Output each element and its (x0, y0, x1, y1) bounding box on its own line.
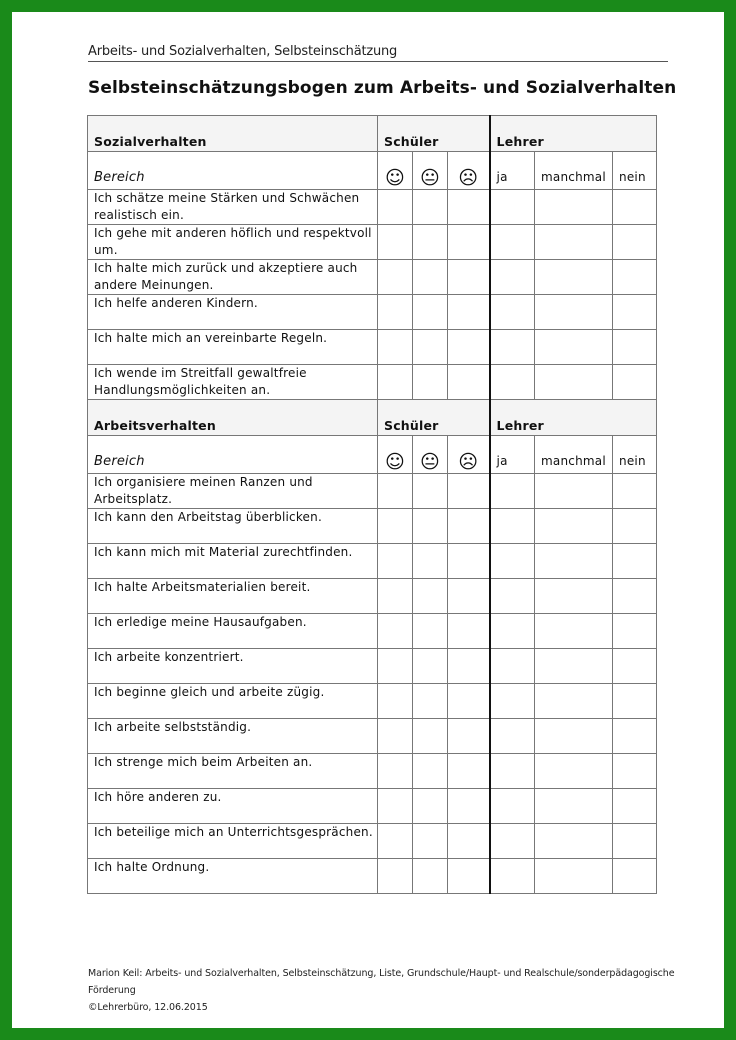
section-title: Sozialverhalten (88, 116, 378, 152)
statement-row (88, 190, 657, 225)
schueler-sad-cell[interactable] (448, 225, 490, 260)
schueler-happy-cell[interactable] (378, 260, 413, 295)
schueler-neutral-cell[interactable] (413, 295, 448, 330)
statement-text: Ich organisiere meinen Ranzen und Arbeitsplatz. (88, 474, 378, 509)
lehrer-manchmal-cell[interactable] (535, 789, 613, 824)
lehrer-ja-cell[interactable] (490, 260, 535, 295)
lehrer-nein-cell[interactable] (613, 789, 657, 824)
schueler-happy-cell[interactable] (378, 649, 413, 684)
lehrer-manchmal-cell[interactable] (535, 614, 613, 649)
schueler-neutral-cell[interactable] (413, 474, 448, 509)
bereich-label: Bereich (88, 436, 378, 474)
lehrer-nein-cell[interactable] (613, 260, 657, 295)
lehrer-header: Lehrer (490, 116, 657, 152)
schueler-neutral-cell[interactable] (413, 544, 448, 579)
assessment-table (87, 115, 657, 894)
statement-row (88, 789, 657, 824)
statement-text: Ich halte mich an vereinbarte Regeln. (88, 330, 378, 365)
lehrer-nein-cell[interactable] (613, 824, 657, 859)
nein-label: nein (613, 436, 657, 474)
statement-row (88, 859, 657, 894)
column-header-row (88, 436, 657, 474)
lehrer-manchmal-cell[interactable] (535, 824, 613, 859)
schueler-neutral-cell[interactable] (413, 614, 448, 649)
lehrer-manchmal-cell[interactable] (535, 190, 613, 225)
lehrer-manchmal-cell[interactable] (535, 719, 613, 754)
lehrer-ja-cell[interactable] (490, 719, 535, 754)
lehrer-manchmal-cell[interactable] (535, 509, 613, 544)
schueler-happy-cell[interactable] (378, 225, 413, 260)
schueler-header: Schüler (378, 116, 490, 152)
schueler-neutral-cell[interactable] (413, 365, 448, 400)
lehrer-ja-cell[interactable] (490, 190, 535, 225)
lehrer-manchmal-cell[interactable] (535, 544, 613, 579)
column-header-row (88, 152, 657, 190)
smiley-sad-icon: ☹ (458, 167, 479, 189)
smiley-sad-icon: ☹ (458, 451, 479, 473)
schueler-happy-cell[interactable] (378, 330, 413, 365)
statement-text: Ich wende im Streitfall gewaltfreie Handlungsmöglichkeiten an. (88, 365, 378, 400)
schueler-sad-cell[interactable] (448, 330, 490, 365)
lehrer-manchmal-cell[interactable] (535, 579, 613, 614)
lehrer-ja-cell[interactable] (490, 649, 535, 684)
lehrer-nein-cell[interactable] (613, 684, 657, 719)
statement-text: Ich halte Ordnung. (88, 859, 378, 894)
statement-text: Ich gehe mit anderen höflich und respektvoll um. (88, 225, 378, 260)
lehrer-ja-cell[interactable] (490, 509, 535, 544)
statement-row (88, 330, 657, 365)
lehrer-nein-cell[interactable] (613, 330, 657, 365)
statement-row (88, 824, 657, 859)
worksheet-page (12, 12, 724, 1028)
section-title: Arbeitsverhalten (88, 400, 378, 436)
lehrer-manchmal-cell[interactable] (535, 649, 613, 684)
schueler-neutral-cell[interactable] (413, 190, 448, 225)
lehrer-manchmal-cell[interactable] (535, 859, 613, 894)
statement-row (88, 295, 657, 330)
lehrer-nein-cell[interactable] (613, 614, 657, 649)
schueler-sad-cell[interactable] (448, 579, 490, 614)
lehrer-nein-cell[interactable] (613, 225, 657, 260)
statement-text: Ich arbeite konzentriert. (88, 649, 378, 684)
lehrer-manchmal-cell[interactable] (535, 225, 613, 260)
schueler-happy-cell[interactable] (378, 190, 413, 225)
schueler-sad-cell[interactable] (448, 295, 490, 330)
schueler-neutral-cell[interactable] (413, 330, 448, 365)
page-header: Arbeits- und Sozialverhalten, Selbsteinschätzung (88, 44, 668, 62)
statement-text: Ich kann mich mit Material zurechtfinden. (88, 544, 378, 579)
schueler-sad-cell[interactable] (448, 719, 490, 754)
schueler-happy-cell[interactable] (378, 754, 413, 789)
statement-text: Ich höre anderen zu. (88, 789, 378, 824)
lehrer-manchmal-cell[interactable] (535, 260, 613, 295)
ja-label: ja (490, 152, 535, 190)
lehrer-nein-cell[interactable] (613, 190, 657, 225)
schueler-happy-cell[interactable] (378, 614, 413, 649)
statement-text: Ich helfe anderen Kindern. (88, 295, 378, 330)
schueler-neutral-cell[interactable] (413, 754, 448, 789)
smiley-neutral-icon: 😐 (419, 451, 440, 473)
schueler-sad-cell[interactable] (448, 509, 490, 544)
lehrer-ja-cell[interactable] (490, 614, 535, 649)
schueler-neutral-cell[interactable] (413, 719, 448, 754)
statement-row (88, 365, 657, 400)
schueler-neutral-cell[interactable] (413, 789, 448, 824)
lehrer-ja-cell[interactable] (490, 365, 535, 400)
statement-row (88, 509, 657, 544)
lehrer-nein-cell[interactable] (613, 509, 657, 544)
schueler-happy-cell[interactable] (378, 544, 413, 579)
schueler-happy-cell[interactable] (378, 719, 413, 754)
statement-row (88, 719, 657, 754)
footer-copyright: ©Lehrerbüro, 12.06.2015 (88, 1002, 208, 1013)
schueler-sad-cell[interactable] (448, 684, 490, 719)
schueler-happy-cell[interactable] (378, 859, 413, 894)
lehrer-manchmal-cell[interactable] (535, 474, 613, 509)
statement-row (88, 614, 657, 649)
schueler-sad-cell[interactable] (448, 649, 490, 684)
manchmal-label: manchmal (535, 152, 613, 190)
lehrer-manchmal-cell[interactable] (535, 330, 613, 365)
lehrer-manchmal-cell[interactable] (535, 295, 613, 330)
schueler-neutral-cell[interactable] (413, 824, 448, 859)
smiley-happy-icon: ☺ (384, 451, 405, 473)
section-header-row (88, 400, 657, 436)
schueler-sad-cell[interactable] (448, 614, 490, 649)
lehrer-manchmal-cell[interactable] (535, 754, 613, 789)
lehrer-nein-cell[interactable] (613, 474, 657, 509)
lehrer-ja-cell[interactable] (490, 789, 535, 824)
statement-text: Ich erledige meine Hausaufgaben. (88, 614, 378, 649)
statement-row (88, 649, 657, 684)
schueler-neutral-cell[interactable] (413, 579, 448, 614)
schueler-sad-cell[interactable] (448, 859, 490, 894)
statement-row (88, 579, 657, 614)
schueler-sad-cell[interactable] (448, 190, 490, 225)
schueler-neutral-cell[interactable] (413, 509, 448, 544)
schueler-happy-cell[interactable] (378, 295, 413, 330)
lehrer-nein-cell[interactable] (613, 365, 657, 400)
manchmal-label: manchmal (535, 436, 613, 474)
lehrer-nein-cell[interactable] (613, 295, 657, 330)
lehrer-header: Lehrer (490, 400, 657, 436)
statement-text: Ich strenge mich beim Arbeiten an. (88, 754, 378, 789)
footer-source-cont: Förderung (88, 985, 136, 996)
lehrer-ja-cell[interactable] (490, 859, 535, 894)
schueler-happy-cell[interactable] (378, 684, 413, 719)
lehrer-ja-cell[interactable] (490, 684, 535, 719)
lehrer-ja-cell[interactable] (490, 474, 535, 509)
schueler-sad-cell[interactable] (448, 365, 490, 400)
schueler-header: Schüler (378, 400, 490, 436)
schueler-sad-cell[interactable] (448, 260, 490, 295)
lehrer-ja-cell[interactable] (490, 330, 535, 365)
footer-source: Marion Keil: Arbeits- und Sozialverhalten, Selbsteinschätzung, Liste, Grundschule/Haupt- und Realschule/sonderpädagogische (88, 968, 675, 979)
lehrer-nein-cell[interactable] (613, 544, 657, 579)
schueler-happy-cell[interactable] (378, 579, 413, 614)
statement-text: Ich beteilige mich an Unterrichtsgesprächen. (88, 824, 378, 859)
schueler-happy-cell[interactable] (378, 474, 413, 509)
statement-text: Ich arbeite selbstständig. (88, 719, 378, 754)
statement-text: Ich halte Arbeitsmaterialien bereit. (88, 579, 378, 614)
lehrer-manchmal-cell[interactable] (535, 365, 613, 400)
lehrer-nein-cell[interactable] (613, 754, 657, 789)
statement-text: Ich kann den Arbeitstag überblicken. (88, 509, 378, 544)
schueler-happy-cell[interactable] (378, 789, 413, 824)
schueler-neutral-cell[interactable] (413, 859, 448, 894)
nein-label: nein (613, 152, 657, 190)
smiley-happy-icon: ☺ (384, 167, 405, 189)
lehrer-nein-cell[interactable] (613, 649, 657, 684)
statement-row (88, 260, 657, 295)
lehrer-nein-cell[interactable] (613, 859, 657, 894)
schueler-sad-cell[interactable] (448, 824, 490, 859)
schueler-happy-cell[interactable] (378, 509, 413, 544)
schueler-sad-cell[interactable] (448, 754, 490, 789)
schueler-sad-cell[interactable] (448, 474, 490, 509)
lehrer-ja-cell[interactable] (490, 754, 535, 789)
lehrer-ja-cell[interactable] (490, 579, 535, 614)
statement-text: Ich halte mich zurück und akzeptiere auch andere Meinungen. (88, 260, 378, 295)
section-header-row (88, 116, 657, 152)
ja-label: ja (490, 436, 535, 474)
statement-row (88, 684, 657, 719)
lehrer-ja-cell[interactable] (490, 225, 535, 260)
statement-row (88, 225, 657, 260)
statement-row (88, 754, 657, 789)
schueler-neutral-cell[interactable] (413, 225, 448, 260)
statement-row (88, 544, 657, 579)
lehrer-ja-cell[interactable] (490, 824, 535, 859)
statement-text: Ich schätze meine Stärken und Schwächen realistisch ein. (88, 190, 378, 225)
lehrer-nein-cell[interactable] (613, 719, 657, 754)
schueler-sad-cell[interactable] (448, 789, 490, 824)
schueler-happy-cell[interactable] (378, 365, 413, 400)
lehrer-ja-cell[interactable] (490, 544, 535, 579)
page-title: Selbsteinschätzungsbogen zum Arbeits- und Sozialverhalten (88, 78, 677, 98)
lehrer-ja-cell[interactable] (490, 295, 535, 330)
lehrer-nein-cell[interactable] (613, 579, 657, 614)
statement-text: Ich beginne gleich und arbeite zügig. (88, 684, 378, 719)
statement-row (88, 474, 657, 509)
bereich-label: Bereich (88, 152, 378, 190)
schueler-neutral-cell[interactable] (413, 260, 448, 295)
schueler-neutral-cell[interactable] (413, 684, 448, 719)
schueler-neutral-cell[interactable] (413, 649, 448, 684)
lehrer-manchmal-cell[interactable] (535, 684, 613, 719)
schueler-sad-cell[interactable] (448, 544, 490, 579)
schueler-happy-cell[interactable] (378, 824, 413, 859)
smiley-neutral-icon: 😐 (419, 167, 440, 189)
